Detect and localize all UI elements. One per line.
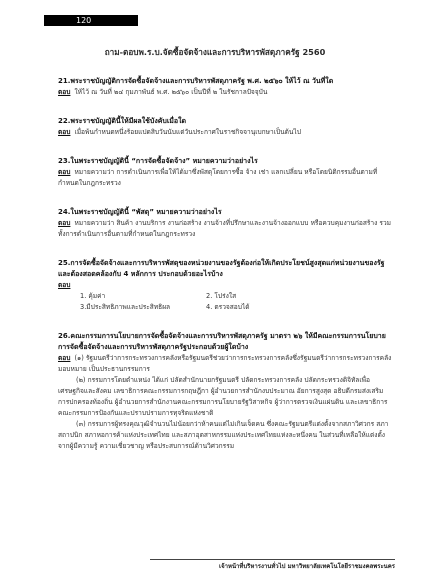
answer-paragraph: (๒) กรรมการโดยตำแหน่ง ได้แก่ ปลัดสำนักนายกรัฐมนตรี ปลัดกระทรวงการคลัง ปลัดกระทรวงดิจิทัลเพื่อเศรษฐกิจและสังคม เลขาธิการคณะกรรมการกฤษฎีกา ผู้อำนวยการสำนักงบประมาณ อัยการสูงสุด อธิบดีกรมส่งเสริมการปกครองท้องถิ่น ผู้อำนวยการสำนักงานคณะกรรมการนโยบายรัฐวิสาหกิจ ผู้ว่าการตรวจเงินแผ่นดิน และเลขาธิการคณะกรรมการป้องกันและปราบปรามการทุจริตแห่งชาติ (58, 376, 388, 417)
choice-list (80, 291, 393, 313)
answer-text: ให้ไว้ ณ วันที่ ๒๔ กุมภาพันธ์ พ.ศ. ๒๕๖๐ เป็นปีที่ ๒ ในรัชกาลปัจจุบัน (74, 88, 268, 96)
answer (58, 280, 393, 291)
footer-divider (150, 559, 395, 560)
choice-item: 3.มีประสิทธิภาพและประสิทธิผล (80, 303, 171, 311)
question: 25.การจัดซื้อจัดจ้างและการบริหารพัสดุของหน่วยงานของรัฐต้องก่อให้เกิดประโยชน์สูงสุดแก่หน่วยงานของรัฐ และต้องสอดคล้องกับ 4 หลักการ ประกอบด้วยอะไรบ้าง (58, 259, 385, 278)
page-number: 120 (44, 15, 138, 26)
answer (58, 167, 393, 189)
choice-item: 2. โปร่งใส (206, 292, 237, 300)
answer-label: ตอบ (58, 88, 71, 96)
answer (58, 218, 393, 240)
choice-item: 1. คุ้มค่า (80, 292, 106, 300)
qa-item (58, 156, 393, 189)
question: 21.พระราชบัญญัติการจัดซื้อจัดจ้างและการบริหารพัสดุภาครัฐ พ.ศ. ๒๕๖๐ ให้ไว้ ณ วันที่ใด (58, 77, 334, 85)
answer-label: ตอบ (58, 168, 71, 176)
qa-content (58, 76, 393, 470)
answer-label: ตอบ (58, 219, 71, 227)
answer-text: หมายความว่า สินค้า งานบริการ งานก่อสร้าง งานจ้างที่ปรึกษาและงานจ้างออกแบบ หรือควบคุมงานก่อสร้าง รวมทั้งการดำเนินการอื่นตามที่กำหนดในกฎกระทรวง (58, 219, 392, 238)
qa-item (58, 258, 393, 313)
answer-label: ตอบ (58, 128, 71, 136)
answer-text: (๑) รัฐมนตรีว่าการกระทรวงการคลังหรือรัฐมนตรีช่วยว่าการกระทรวงการคลังซึ่งรัฐมนตรีว่าการกระทรวงการคลังมอบหมาย เป็นประธานกรรมการ (58, 354, 392, 373)
qa-item (58, 76, 393, 98)
question: 23.ในพระราชบัญญัตินี้ “การจัดซื้อจัดจ้าง” หมายความว่าอย่างไร (58, 157, 258, 165)
qa-item (58, 207, 393, 240)
qa-item (58, 331, 393, 452)
footer-text: เจ้าหน้าที่บริหารงานทั่วไป มหาวิทยาลัยเทคโนโลยีราชมงคลพระนคร (219, 563, 395, 570)
answer (58, 87, 393, 98)
answer-label: ตอบ (58, 281, 71, 289)
question: 26.คณะกรรมการนโยบายการจัดซื้อจัดจ้างและการบริหารพัสดุภาครัฐ มาตรา ๒๖ ให้มีคณะกรรมการนโยบายการจัดซื้อจัดจ้างและการบริหารพัสดุภาครัฐประกอบด้วยผู้ใดบ้าง (58, 332, 386, 351)
answer (58, 127, 393, 138)
answer-paragraph: (๓) กรรมการผู้ทรงคุณวุฒิจำนวนไม่น้อยกว่าห้าคนแต่ไม่เกินเจ็ดคน ซึ่งคณะรัฐมนตรีแต่งตั้งจากสภาวิศวกร สภาสถาปนิก สภาหอการค้าแห่งประเทศไทย และสภาอุตสาหกรรมแห่งประเทศไทยแห่งละหนึ่งคน ในส่วนที่เหลือให้แต่งตั้งจากผู้มีความรู้ ความเชี่ยวชาญ หรือประสบการณ์ด้านวิศวกรรม (58, 420, 389, 450)
document-title: ถาม-ตอบพ.ร.บ.จัดซื้อจัดจ้างและการบริหารพัสดุภาครัฐ 2560 (104, 47, 326, 57)
answer (58, 353, 393, 375)
choice-item: 4. ตรวจสอบได้ (206, 303, 250, 311)
answer-text: เมื่อพ้นกำหนดหนึ่งร้อยแปดสิบวันนับแต่วันประกาศในราชกิจจานุเบกษาเป็นต้นไป (74, 128, 301, 136)
answer-label: ตอบ (58, 354, 71, 362)
qa-item (58, 116, 393, 138)
answer-text: หมายความว่า การดำเนินการเพื่อให้ได้มาซึ่งพัสดุโดยการซื้อ จ้าง เช่า แลกเปลี่ยน หรือโดยนิติกรรมอื่นตามที่กำหนดในกฎกระทรวง (58, 168, 378, 187)
question: 22.พระราชบัญญัตินี้ให้มีผลใช้บังคับเมื่อใด (58, 117, 187, 125)
question: 24.ในพระราชบัญญัตินี้ “พัสดุ” หมายความว่าอย่างไร (58, 208, 222, 216)
